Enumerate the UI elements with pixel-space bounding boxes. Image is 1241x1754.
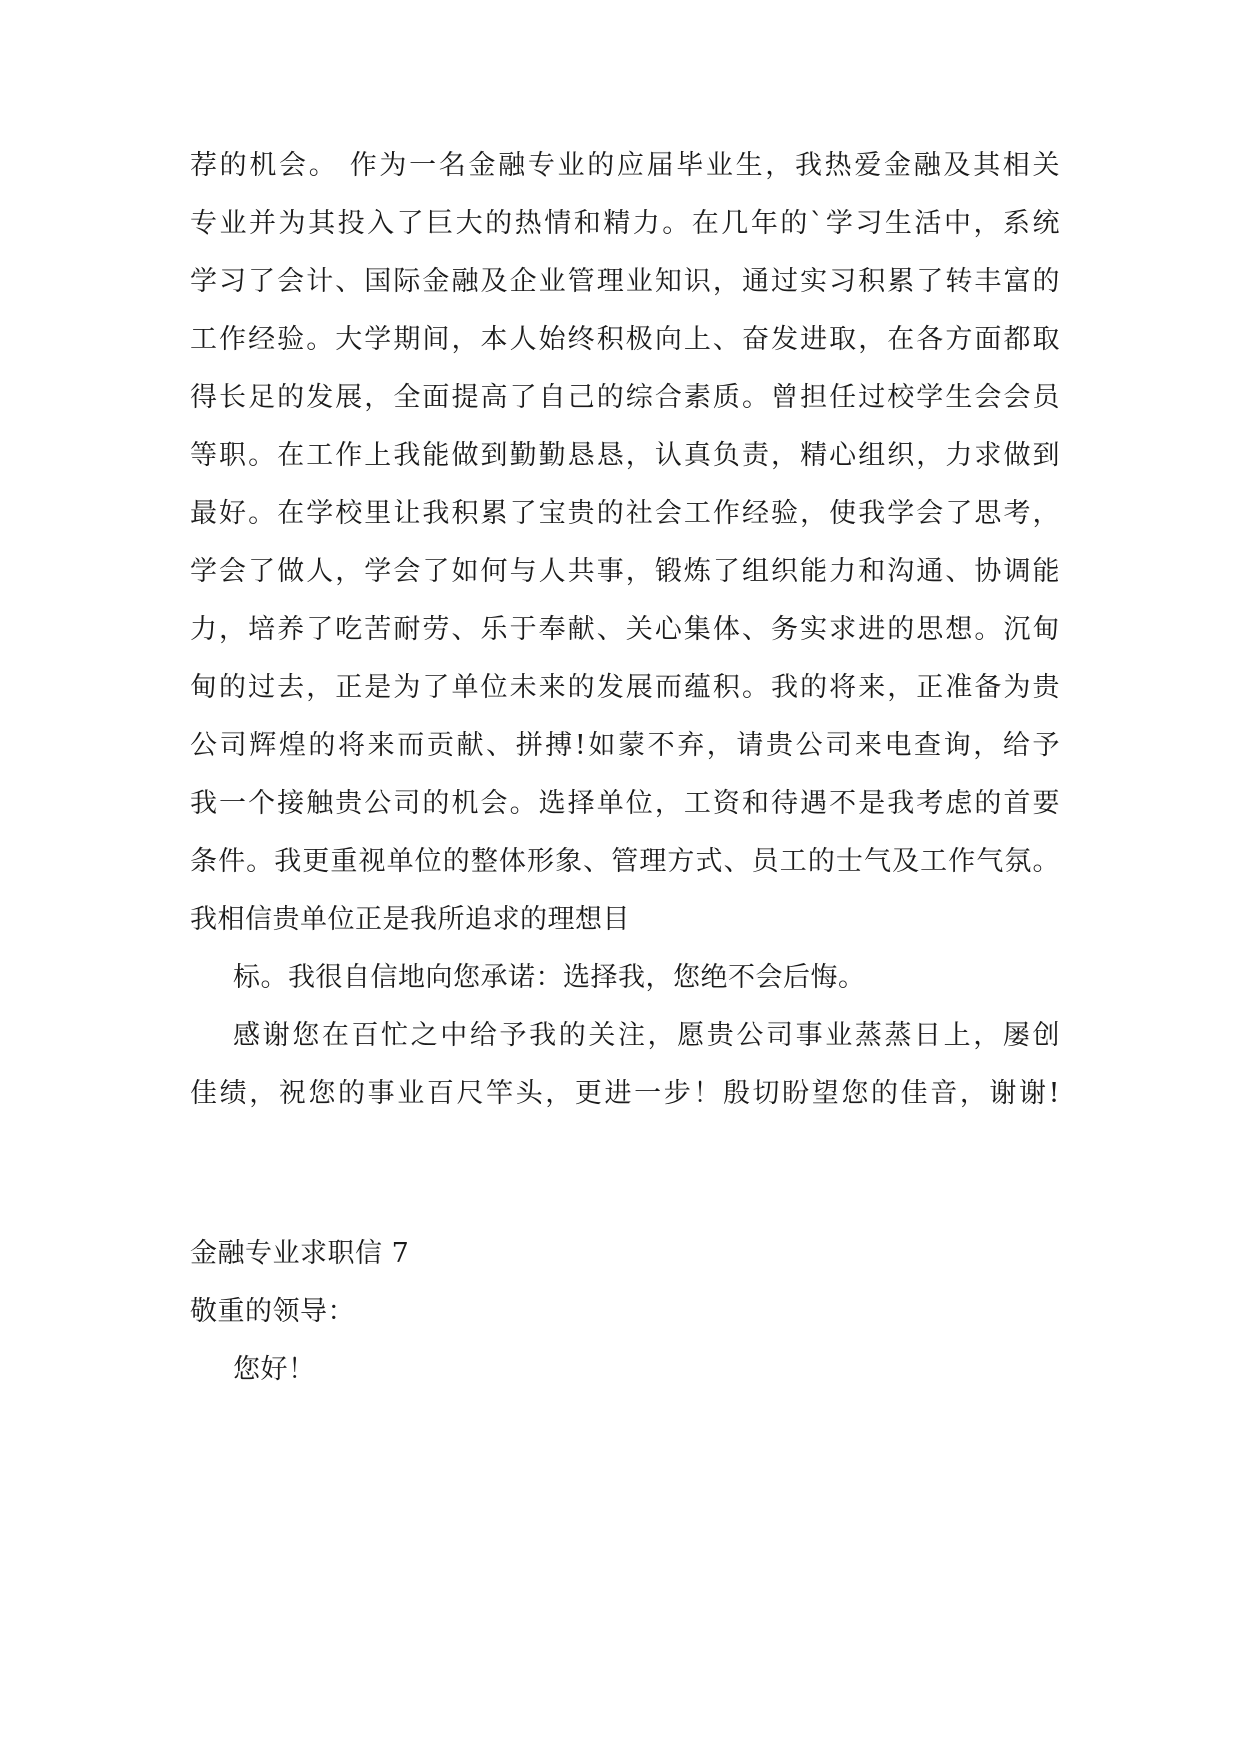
paragraph-line: 我相信贵单位正是我所追求的理想目 [190, 904, 630, 935]
thanks-paragraph-line: 感谢您在百忙之中给予我的关注，愿贵公司事业蒸蒸日上，屡创 [233, 1020, 1060, 1051]
paragraph-line: 我一个接触贵公司的机会。选择单位，工资和待遇不是我考虑的首要 [190, 788, 1060, 819]
greeting: 您好！ [233, 1354, 316, 1385]
letter-title: 金融专业求职信 7 [190, 1238, 410, 1269]
paragraph-line: 等职。在工作上我能做到勤勤恳恳，认真负责，精心组织，力求做到 [190, 440, 1060, 471]
paragraph-line: 荐的机会。 作为一名金融专业的应届毕业生，我热爱金融及其相关 [190, 150, 1060, 181]
paragraph-line: 力，培养了吃苦耐劳、乐于奉献、关心集体、务实求进的思想。沉甸 [190, 614, 1060, 645]
paragraph-line: 条件。我更重视单位的整体形象、管理方式、员工的士气及工作气氛。 [190, 846, 1060, 877]
thanks-paragraph-line: 佳绩，祝您的事业百尺竿头，更进一步！殷切盼望您的佳音，谢谢! [190, 1078, 1060, 1109]
paragraph-line: 最好。在学校里让我积累了宝贵的社会工作经验，使我学会了思考， [190, 498, 1060, 529]
paragraph-line: 学习了会计、国际金融及企业管理业知识，通过实习积累了转丰富的 [190, 266, 1060, 297]
paragraph-line: 甸的过去，正是为了单位未来的发展而蕴积。我的将来，正准备为贵 [190, 672, 1060, 703]
paragraph-line: 得长足的发展，全面提高了自己的综合素质。曾担任过校学生会会员 [190, 382, 1060, 413]
paragraph-line: 公司辉煌的将来而贡献、拼搏!如蒙不弃，请贵公司来电查询，给予 [190, 730, 1060, 761]
salutation: 敬重的领导： [190, 1296, 355, 1327]
paragraph-line: 工作经验。大学期间，本人始终积极向上、奋发进取，在各方面都取 [190, 324, 1060, 355]
promise-paragraph: 标。我很自信地向您承诺：选择我，您绝不会后悔。 [233, 962, 866, 993]
paragraph-line: 专业并为其投入了巨大的热情和精力。在几年的`学习生活中，系统 [190, 208, 1060, 239]
paragraph-line: 学会了做人，学会了如何与人共事，锻炼了组织能力和沟通、协调能 [190, 556, 1060, 587]
